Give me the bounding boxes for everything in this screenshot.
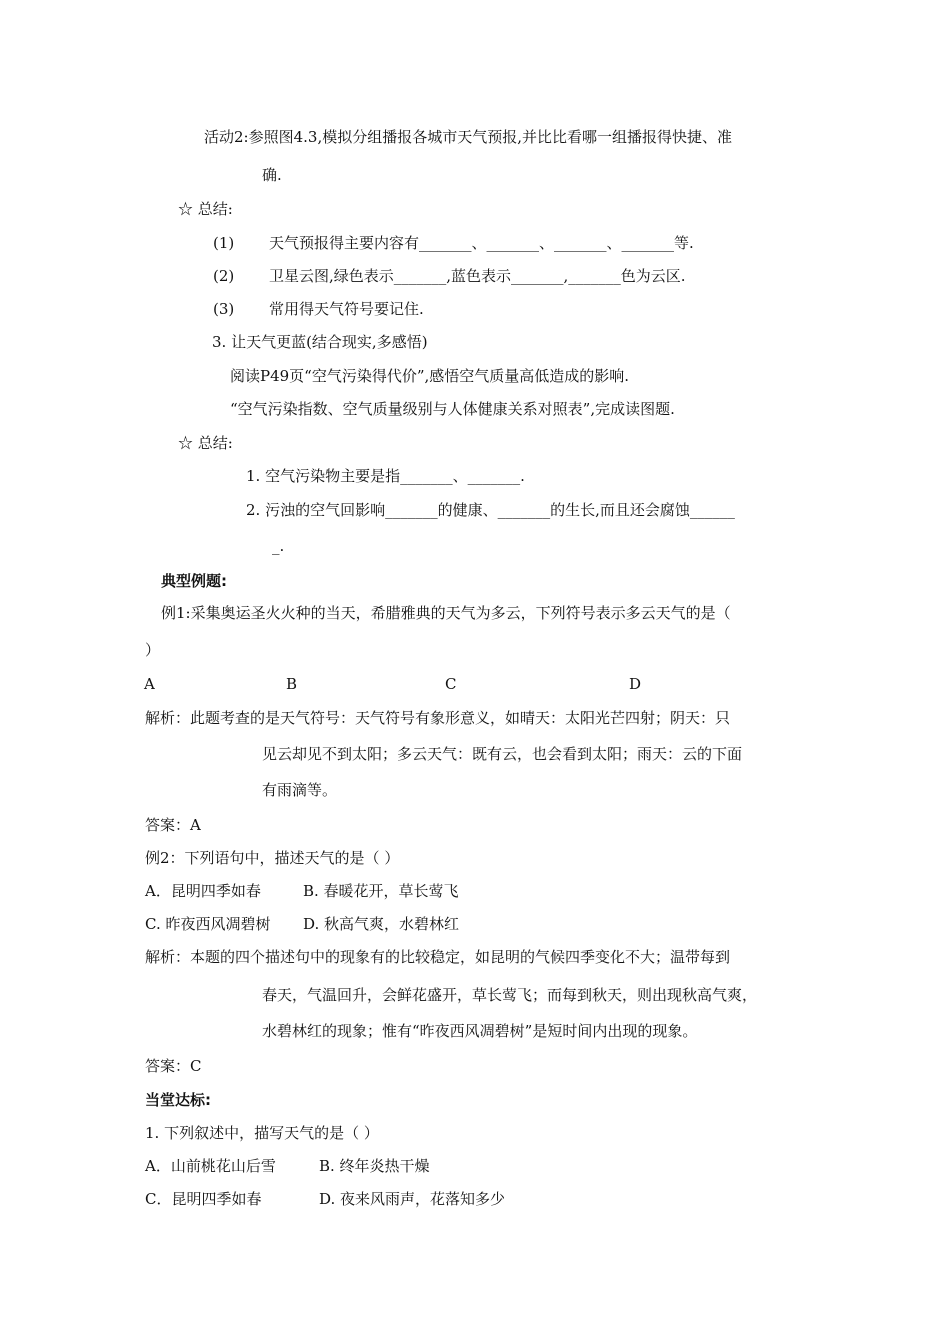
practice-option-c: C．昆明四季如春 xyxy=(145,1190,262,1208)
example1-analysis-line1: 解析：此题考查的是天气符号：天气符号有象形意义，如晴天：太阳光芒四射；阴天：只 xyxy=(145,709,731,727)
summary1-item2-number: (2) xyxy=(213,267,235,285)
summary2-item1: 1. 空气污染物主要是指_______、_______. xyxy=(246,467,525,485)
summary2-item2-continued: _. xyxy=(272,537,285,555)
example2-analysis-line3: 水碧林红的现象；惟有“昨夜西风凋碧树”是短时间内出现的现象。 xyxy=(262,1022,698,1040)
section3-heading: 3. 让天气更蓝(结合现实,多感悟) xyxy=(212,333,428,351)
example1-option-b: B xyxy=(286,675,298,693)
example2-option-a: A．昆明四季如春 xyxy=(145,882,261,900)
example2-option-c: C. 昨夜西风凋碧树 xyxy=(145,915,271,933)
example1-analysis-line3: 有雨滴等。 xyxy=(262,781,338,799)
example1-question-line1: 例1:采集奥运圣火火种的当天，希腊雅典的天气为多云，下列符号表示多云天气的是（ xyxy=(161,604,731,622)
practice-heading: 当堂达标: xyxy=(145,1091,211,1109)
summary1-item1-number: (1) xyxy=(213,234,235,252)
example1-option-a: A xyxy=(144,675,155,693)
summary1-item2-text: 卫星云图,绿色表示_______,蓝色表示_______,_______色为云区. xyxy=(269,267,686,285)
summary2-title: ☆ 总结: xyxy=(178,434,233,452)
practice-option-d: D. 夜来风雨声，花落知多少 xyxy=(319,1190,506,1208)
example1-answer: 答案：A xyxy=(145,816,201,834)
summary1-item1-text: 天气预报得主要内容有_______、_______、_______、_______等. xyxy=(269,234,694,252)
example1-analysis-line2: 见云却见不到太阳；多云天气：既有云，也会看到太阳；雨天：云的下面 xyxy=(262,745,743,763)
example1-option-c: C xyxy=(445,675,457,693)
summary1-title: ☆ 总结: xyxy=(178,200,233,218)
example1-option-d: D xyxy=(629,675,642,693)
practice-question1: 1. 下列叙述中，描写天气的是（ ） xyxy=(145,1124,379,1142)
example2-question: 例2：下列语句中，描述天气的是（ ） xyxy=(145,849,400,867)
example2-option-d: D. 秋高气爽，水碧林红 xyxy=(303,915,460,933)
example2-analysis-line1: 解析：本题的四个描述句中的现象有的比较稳定，如昆明的气候四季变化不大；温带每到 xyxy=(145,948,731,966)
example2-option-b: B. 春暖花开，草长莺飞 xyxy=(303,882,459,900)
activity2-line1: 活动2:参照图4.3,模拟分组播报各城市天气预报,并比比看哪一组播报得快捷、准 xyxy=(204,128,732,146)
examples-heading: 典型例题: xyxy=(161,572,227,590)
practice-option-a: A．山前桃花山后雪 xyxy=(145,1157,276,1175)
section3-reading-2: “空气污染指数、空气质量级别与人体健康关系对照表”,完成读图题. xyxy=(230,400,675,418)
example1-question-line2: ） xyxy=(145,641,161,659)
practice-option-b: B. 终年炎热干燥 xyxy=(319,1157,430,1175)
summary1-item3-number: (3) xyxy=(213,300,235,318)
example2-answer: 答案：C xyxy=(145,1057,202,1075)
summary1-item3-text: 常用得天气符号要记住. xyxy=(269,300,424,318)
summary2-item2: 2. 污浊的空气回影响_______的健康、_______的生长,而且还会腐蚀______ xyxy=(246,501,735,519)
activity2-line2: 确. xyxy=(262,166,282,184)
example2-analysis-line2: 春天，气温回升，会鲜花盛开，草长莺飞；而每到秋天，则出现秋高气爽， xyxy=(262,986,758,1004)
section3-reading-1: 阅读P49页“空气污染得代价”,感悟空气质量高低造成的影响. xyxy=(230,367,630,385)
